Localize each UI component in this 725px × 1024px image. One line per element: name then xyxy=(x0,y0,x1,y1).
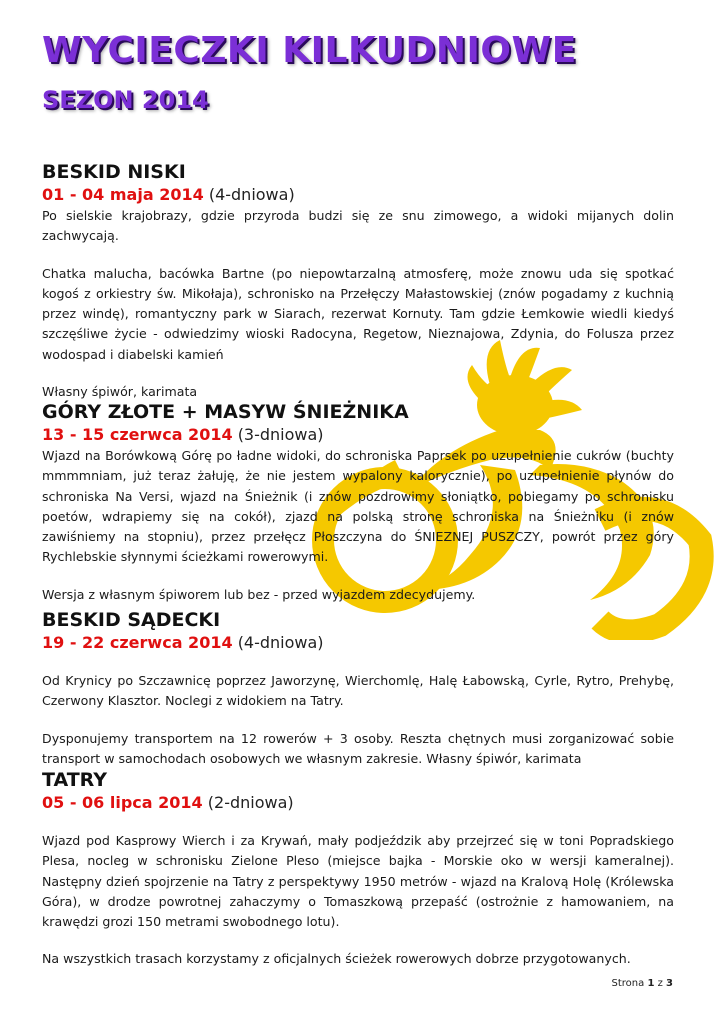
paragraph: Chatka malucha, bacówka Bartne (po niepowtarzalną atmosferę, może znowu uda się spotkać kogoś z orkiestry św. Mikołaja), schronisko na Przełęczy Małastowskiej (znów pogadamy z kuchnią przez windę), romantyczny park w Siarach, rezerwat Kornuty. Tam gdzie Łemkowie wiedli kiedyś szczęśliwe życie - odwiedzimy wioski Radocyna, Regetow, Nieznajowa, Zdynia, do Folusza przez wodospad i diabelski kamień xyxy=(42,265,674,362)
date-range: 13 - 15 czerwca 2014 xyxy=(42,425,233,444)
page-footer xyxy=(612,978,674,989)
footer-prefix: Strona xyxy=(611,978,645,989)
trip-dates xyxy=(42,792,674,814)
date-range: 19 - 22 czerwca 2014 xyxy=(42,633,233,652)
trip-section-beskid-sadecki xyxy=(42,608,674,769)
trip-dates xyxy=(42,632,674,654)
paragraph: Własny śpiwór, karimata xyxy=(42,384,198,400)
page-title: WYCIECZKI KILKUDNIOWE xyxy=(42,30,577,71)
paragraph: Na wszystkich trasach korzystamy z oficjalnych ścieżek rowerowych dobrze przygotowanych. xyxy=(42,951,631,967)
trip-duration: (4-dniowa) xyxy=(208,185,295,204)
paragraph: Po sielskie krajobrazy, gdzie przyroda budzi się ze snu zimowego, a widoki mijanych dolin zachwycają. xyxy=(42,208,674,244)
page-subtitle: SEZON 2014 xyxy=(42,86,209,114)
footer-page-total: 3 xyxy=(666,978,673,989)
trip-section-tatry xyxy=(42,768,674,970)
footer-separator: z xyxy=(657,978,663,989)
trip-dates xyxy=(42,184,674,206)
paragraph: Wjazd na Borówkową Górę po ładne widoki, do schroniska Paprsek po uzupełnienie cukrów (buchty mmmmniam, już teraz żałuję, że nie jestem wypalony kalorycznie), po uzupełnienie płynów do schroniska Na Versi, wjazd na Śnieżnik (i znów pozdrowimy słoniątko, pobiegamy po schronisku poetów, wdrapiemy się na cokół), zjazd na polską stronę schroniska na Śnieżniku (i znów zawiśniemy na stopniu), przez przełęcz Płoszczyna do ŚNIEZNEJ PUSZCZY, powrót przez góry Rychlebskie słynnymi ścieżkami rowerowymi. xyxy=(42,448,674,565)
paragraph: Wersja z własnym śpiworem lub bez - przed wyjazdem zdecydujemy. xyxy=(42,586,476,602)
trip-duration: (3-dniowa) xyxy=(237,425,324,444)
trip-duration: (4-dniowa) xyxy=(237,633,324,652)
section-heading: GÓRY ZŁOTE + MASYW ŚNIEŻNIKA xyxy=(42,401,409,423)
section-heading: TATRY xyxy=(42,769,108,791)
footer-page-number: 1 xyxy=(647,978,655,989)
trip-duration: (2-dniowa) xyxy=(207,793,294,812)
section-heading: BESKID NISKI xyxy=(42,161,186,183)
date-range: 01 - 04 maja 2014 xyxy=(42,185,204,204)
paragraph: Od Krynicy po Szczawnicę poprzez Jaworzynę, Wierchomlę, Halę Łabowską, Cyrle, Rytro, Prehybę, Czerwony Klasztor. Noclegi z widokiem na Tatry. xyxy=(42,673,674,709)
paragraph: Dysponujemy transportem na 12 rowerów + 3 osoby. Reszta chętnych musi zorganizować sobie transport w samochodach osobowych we własnym zakresie. Własny śpiwór, karimata xyxy=(42,730,674,766)
trip-section-gory-zlote xyxy=(42,400,674,605)
paragraph: Wjazd pod Kasprowy Wierch i za Krywań, mały podjeździk aby przejrzeć się w toni Popradskiego Plesa, nocleg w schronisku Zielone Pleso (miejsce bajka - Morskie oko w wersji kameralnej). Następny dzień spojrzenie na Tatry z perspektywy 1950 metrów - wjazd na Kralovą Holę (Królewska Góra), w drodze powrotnej zahaczymy o Tomaszkową przepaść (ostrożnie z hamowaniem, na krawędzi grozi 150 metrami swobodnego lotu). xyxy=(42,833,674,930)
trip-section-beskid-niski xyxy=(42,160,674,402)
trip-dates xyxy=(42,424,674,446)
section-heading: BESKID SĄDECKI xyxy=(42,609,221,631)
date-range: 05 - 06 lipca 2014 xyxy=(42,793,203,812)
